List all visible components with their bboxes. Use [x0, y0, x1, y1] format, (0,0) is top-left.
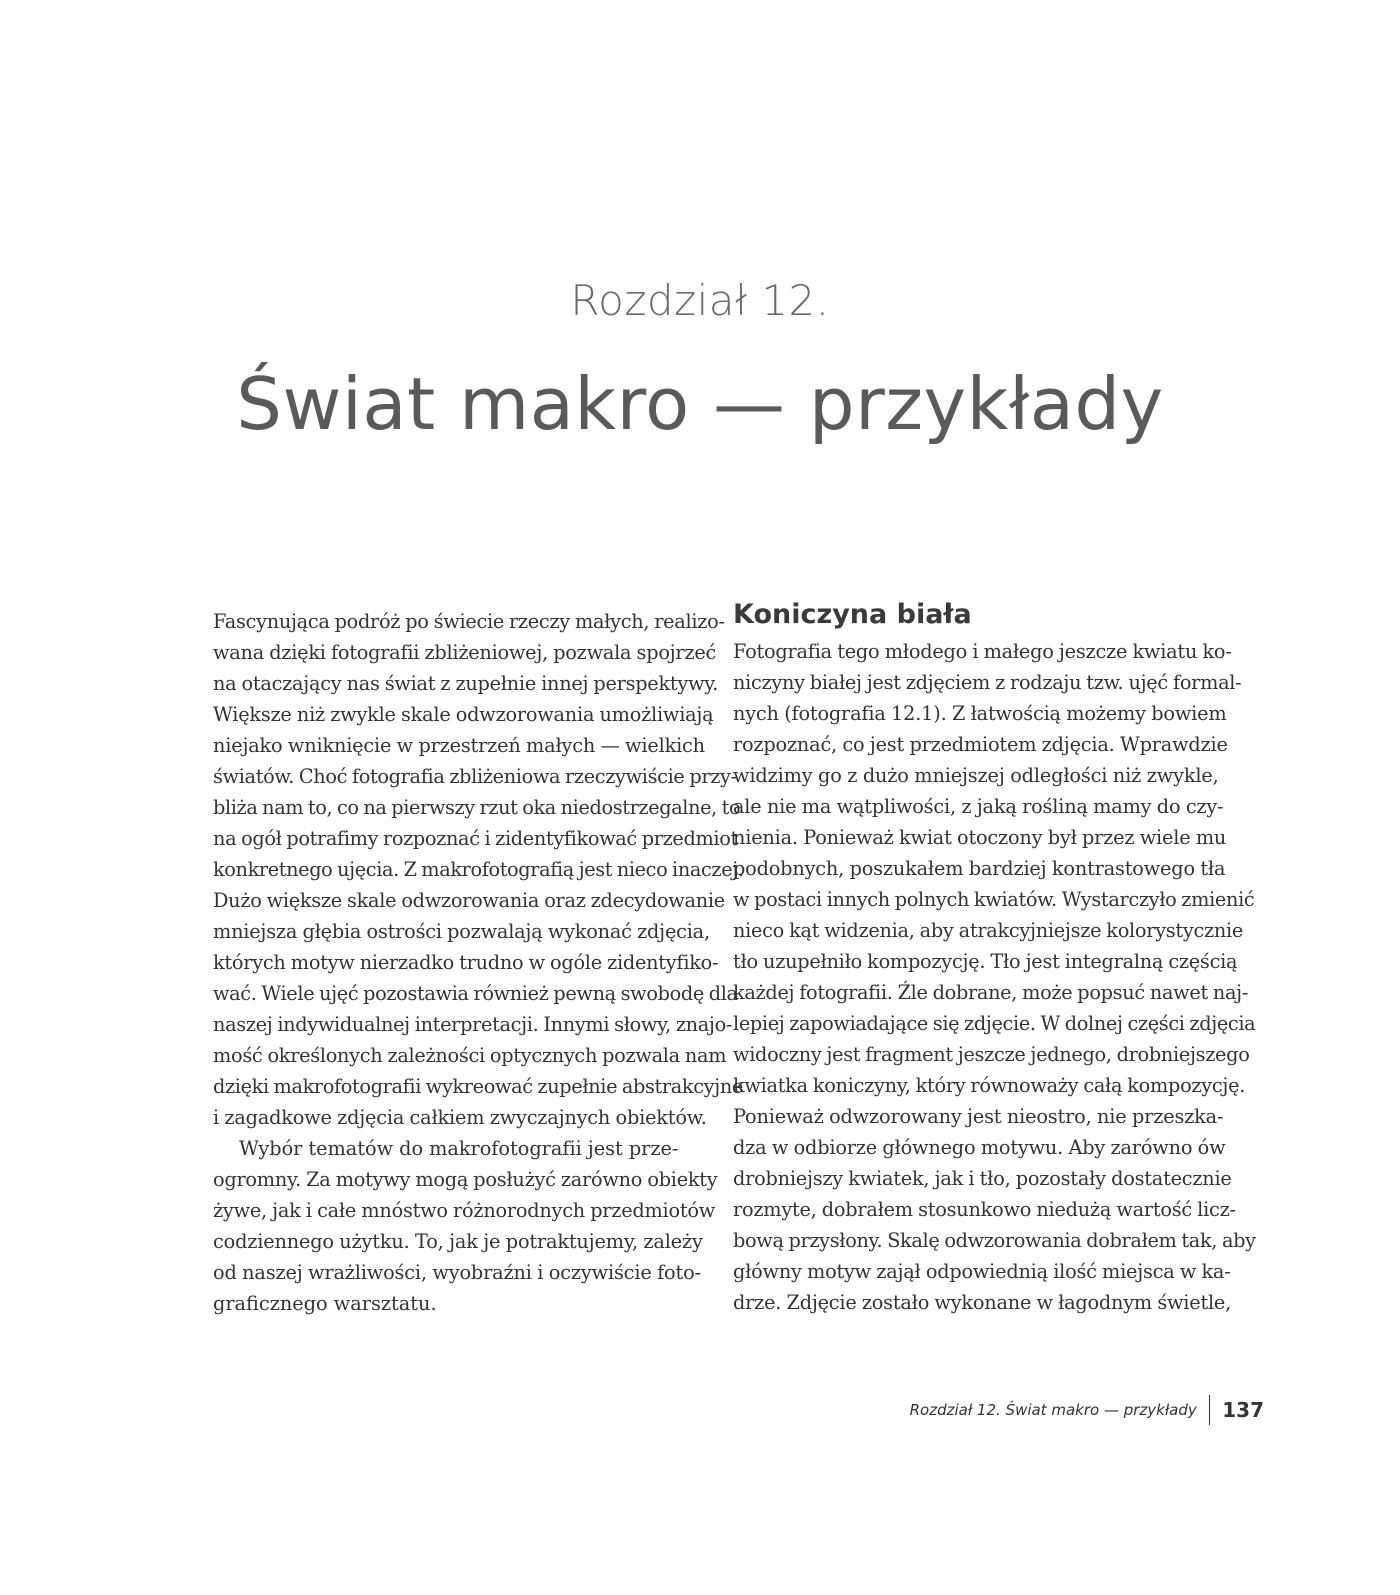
- text-line: graficznego warsztatu.: [213, 1292, 437, 1315]
- page-number: 137: [1222, 1398, 1264, 1422]
- text-line: naszej indywidualnej interpretacji. Innymi słowy, znajo-: [213, 1013, 733, 1036]
- text-line: żywe, jak i całe mnóstwo różnorodnych przedmiotów: [213, 1199, 716, 1222]
- text-line: rozpoznać, co jest przedmiotem zdjęcia. Wprawdzie: [733, 733, 1228, 756]
- text-line: tło uzupełniło kompozycję. Tło jest integralną częścią: [733, 950, 1238, 973]
- text-line: niejako wniknięcie w przestrzeń małych — wielkich: [213, 734, 705, 757]
- section-heading: Koniczyna biała: [733, 599, 972, 630]
- paragraph-topics: [213, 1133, 718, 1319]
- text-line: Wybór tematów do makrofotografii jest prze-: [239, 1137, 679, 1160]
- text-line: widzimy go z dużo mniejszej odległości niż zwykle,: [733, 764, 1219, 787]
- text-line: nieco kąt widzenia, aby atrakcyjniejsze kolorystycznie: [733, 919, 1244, 942]
- text-line: Większe niż zwykle skale odwzorowania umożliwiają: [213, 703, 714, 726]
- right-column: [733, 596, 1256, 1318]
- text-line: których motyw nierzadko trudno w ogóle zidentyfiko-: [213, 951, 719, 974]
- text-line: drobniejszy kwiatek, jak i tło, pozostały dostatecznie: [733, 1167, 1232, 1190]
- paragraph-clover: [733, 636, 1256, 1318]
- text-line: kwiatka koniczyny, który równoważy całą kompozycję.: [733, 1074, 1246, 1097]
- text-line: konkretnego ujęcia. Z makrofotografią jest nieco inaczej.: [213, 858, 744, 881]
- text-line: widoczny jest fragment jeszcze jednego, drobniejszego: [733, 1043, 1250, 1066]
- text-line: każdej fotografii. Źle dobrane, może popsuć nawet naj-: [733, 981, 1249, 1004]
- running-title: Rozdział 12. Świat makro — przykłady: [909, 1401, 1197, 1419]
- text-line: wać. Wiele ujęć pozostawia również pewną swobodę dla: [213, 982, 738, 1005]
- text-line: wana dzięki fotografii zbliżeniowej, pozwala spojrzeć: [213, 641, 717, 664]
- text-line: Fotografia tego młodego i małego jeszcze kwiatu ko-: [733, 640, 1232, 663]
- text-line: nienia. Ponieważ kwiat otoczony był przez wiele mu: [733, 826, 1227, 849]
- text-line: ale nie ma wątpliwości, z jaką rośliną mamy do czy-: [733, 795, 1224, 818]
- text-line: na ogół potrafimy rozpoznać i zidentyfikować przedmiot: [213, 827, 738, 850]
- text-line: Dużo większe skale odwzorowania oraz zdecydowanie: [213, 889, 725, 912]
- text-line: główny motyw zajął odpowiednią ilość miejsca w ka-: [733, 1260, 1231, 1283]
- text-line: w postaci innych polnych kwiatów. Wystarczyło zmienić: [733, 888, 1255, 911]
- text-line: podobnych, poszukałem bardziej kontrastowego tła: [733, 857, 1226, 880]
- paragraph-intro: [213, 606, 744, 1133]
- text-line: drze. Zdjęcie zostało wykonane w łagodnym świetle,: [733, 1291, 1232, 1314]
- chapter-number: Rozdział 12.: [570, 276, 830, 325]
- text-line: bliża nam to, co na pierwszy rzut oka niedostrzegalne, to: [213, 796, 741, 819]
- text-line: światów. Choć fotografia zbliżeniowa rzeczywiście przy-: [213, 765, 737, 788]
- text-line: od naszej wrażliwości, wyobraźni i oczywiście foto-: [213, 1261, 701, 1284]
- left-column: [213, 606, 744, 1319]
- text-line: na otaczający nas świat z zupełnie innej perspektywy.: [213, 672, 719, 695]
- text-line: bową przysłony. Skalę odwzorowania dobrałem tak, aby: [733, 1229, 1256, 1252]
- text-line: codziennego użytku. To, jak je potraktujemy, zależy: [213, 1230, 703, 1253]
- text-line: mniejsza głębia ostrości pozwalają wykonać zdjęcia,: [213, 920, 710, 943]
- text-line: dzięki makrofotografii wykreować zupełnie abstrakcyjne: [213, 1075, 743, 1098]
- chapter-title: Świat makro — przykłady: [236, 362, 1164, 446]
- text-line: nych (fotografia 12.1). Z łatwością możemy bowiem: [733, 702, 1227, 725]
- text-line: rozmyte, dobrałem stosunkowo niedużą wartość licz-: [733, 1198, 1236, 1221]
- text-line: Fascynująca podróż po świecie rzeczy małych, realizo-: [213, 610, 725, 633]
- text-line: dza w odbiorze głównego motywu. Aby zarówno ów: [733, 1136, 1226, 1159]
- text-line: lepiej zapowiadające się zdjęcie. W dolnej części zdjęcia: [733, 1012, 1256, 1035]
- text-line: ogromny. Za motywy mogą posłużyć zarówno obiekty: [213, 1168, 718, 1191]
- page-footer: [910, 1393, 1264, 1427]
- text-line: mość określonych zależności optycznych pozwala nam: [213, 1044, 727, 1067]
- text-line: Ponieważ odwzorowany jest nieostro, nie przeszka-: [733, 1105, 1224, 1128]
- text-line: i zagadkowe zdjęcia całkiem zwyczajnych obiektów.: [213, 1106, 707, 1129]
- text-line: niczyny białej jest zdjęciem z rodzaju tzw. ujęć formal-: [733, 671, 1242, 694]
